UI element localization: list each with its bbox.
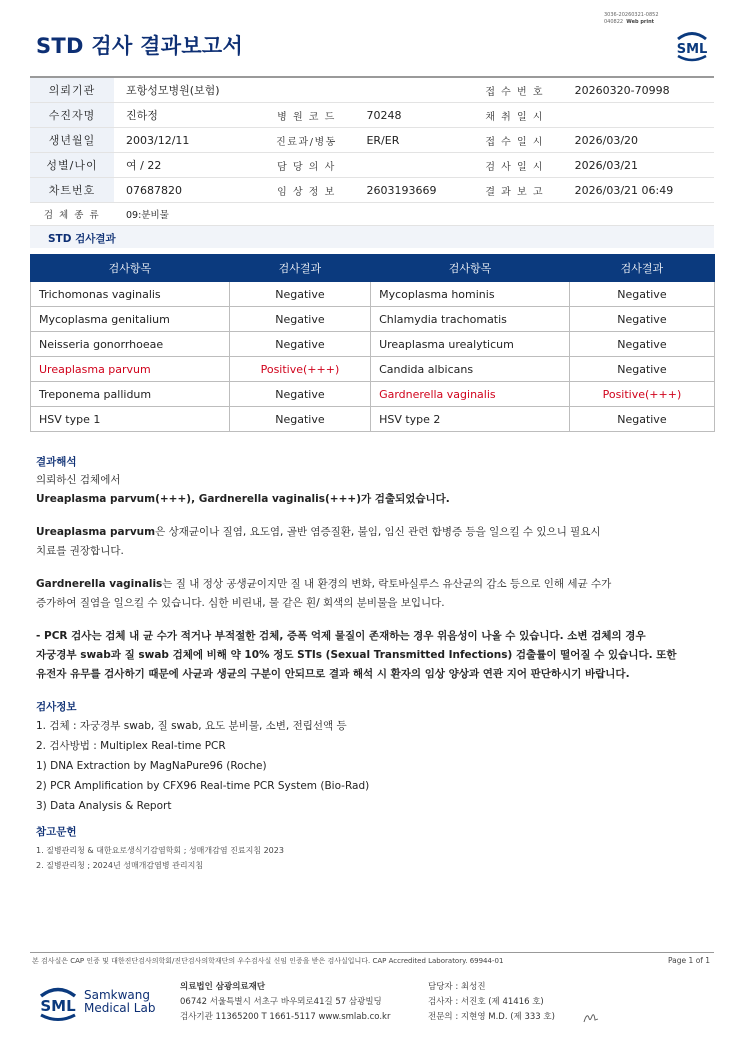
info-value: 진하정 — [114, 103, 258, 128]
references-list — [36, 843, 284, 873]
interp-p3-line3: 유전자 유무를 검사하기 때문에 사균과 생균의 구분이 안되므로 결과 해석 시 환자의 임상 양상과 연관 지어 판단하시기 바랍니다. — [36, 668, 630, 680]
info-label: 접 수 번 호 — [467, 77, 563, 103]
test-item-name: Ureaplasma parvum — [31, 357, 230, 382]
test-result: Negative — [569, 282, 714, 307]
test-item-name: HSV type 1 — [31, 407, 230, 432]
interp-p1-line2: 치료를 권장합니다. — [36, 545, 124, 557]
specimen-value: 09:분비물 — [114, 203, 714, 226]
test-result: Positive(+++) — [229, 357, 370, 382]
info-label: 성별/나이 — [30, 153, 114, 178]
accreditation-note: 본 검사실은 CAP 인증 및 대한진단검사의학회/진단검사의학재단의 우수검사실 신임 인증을 받은 검사실입니다. CAP Accredited Laboratory. 69944-01 — [32, 957, 504, 965]
interp-line2: Ureaplasma parvum(+++), Gardnerella vaginalis(+++)가 검출되었습니다. — [36, 493, 450, 505]
brand-line2: Medical Lab — [84, 1001, 156, 1015]
interp-p2-text: 는 질 내 정상 공생균이지만 질 내 환경의 변화, 락토바실루스 유산균의 감소 등으로 인해 세균 수가 — [162, 578, 612, 590]
document-id — [604, 12, 659, 26]
signature-icon — [582, 1010, 600, 1024]
reference-item: 1. 질병관리청 & 대한요로생식기감염학회 ; 성매개감염 진료지침 2023 — [36, 846, 284, 855]
interp-p3-line1: - PCR 검사는 검체 내 균 수가 적거나 부적절한 검체, 증폭 억제 물질이 존재하는 경우 위음성이 나올 수 있습니다. 소변 검체의 경우 — [36, 630, 646, 642]
test-item-name: Trichomonas vaginalis — [31, 282, 230, 307]
test-item-name: Gardnerella vaginalis — [371, 382, 570, 407]
org-address: 06742 서울특별시 서초구 바우뫼로41길 57 삼광빌딩 — [180, 997, 382, 1007]
test-info-line: 1. 검체 : 자궁경부 swab, 질 swab, 요도 분비물, 소변, 전립선액 등 — [36, 720, 347, 732]
result-row — [31, 407, 715, 432]
interp-p3-line2: 자궁경부 swab과 질 swab 검체에 비해 약 10% 정도 STIs (Sexual Transmitted Infections) 검출률이 떨어질 수 있습니다. 또한 — [36, 649, 677, 661]
result-row — [31, 357, 715, 382]
test-result: Negative — [229, 332, 370, 357]
staff-specialist: 전문의 : 지현영 M.D. (제 333 호) — [428, 1012, 555, 1022]
test-result: Negative — [569, 407, 714, 432]
col-header-item-2: 검사항목 — [371, 255, 570, 282]
staff-list — [428, 980, 555, 1025]
references-title: 참고문헌 — [36, 826, 77, 838]
info-value: 2026/03/20 — [563, 128, 714, 153]
info-value: 2026/03/21 — [563, 153, 714, 178]
result-row — [31, 382, 715, 407]
interpretation-text — [36, 471, 726, 684]
reference-item: 2. 질병관리청 ; 2024년 성매개감염병 관리지침 — [36, 861, 204, 870]
test-item-name: Neisseria gonorrhoeae — [31, 332, 230, 357]
results-table — [30, 254, 715, 432]
info-row — [30, 178, 714, 203]
result-row — [31, 332, 715, 357]
lab-contact-info — [180, 980, 390, 1025]
footer-divider — [30, 952, 714, 953]
info-value: 07687820 — [114, 178, 258, 203]
staff-manager: 담당자 : 최성진 — [428, 982, 486, 992]
col-header-result-2: 검사결과 — [569, 255, 714, 282]
test-info-line: 2. 검사방법 : Multiplex Real-time PCR — [36, 740, 226, 752]
test-result: Negative — [569, 357, 714, 382]
test-result: Negative — [229, 282, 370, 307]
sml-footer-logo-icon — [36, 982, 80, 1024]
interp-p2-line2: 증가하여 질염을 일으킬 수 있습니다. 심한 비린내, 물 같은 흰/ 회색의 분비물을 보입니다. — [36, 597, 445, 609]
info-value: 포항성모병원(보험) — [114, 77, 258, 103]
info-label: 의뢰기관 — [30, 77, 114, 103]
test-result: Negative — [229, 307, 370, 332]
page-number: Page 1 of 1 — [668, 956, 711, 965]
info-label: 차트번호 — [30, 178, 114, 203]
interp-p1-organism: Ureaplasma parvum — [36, 526, 156, 538]
test-result: Negative — [229, 382, 370, 407]
results-section-title: STD 검사결과 — [48, 233, 116, 245]
footer-logo-text: SML — [40, 997, 76, 1015]
info-label: 병 원 코 드 — [258, 103, 354, 128]
info-row — [30, 103, 714, 128]
test-item-name: Chlamydia trachomatis — [371, 307, 570, 332]
test-result: Negative — [569, 307, 714, 332]
test-info-line: 3) Data Analysis & Report — [36, 800, 172, 812]
info-value: 2603193669 — [354, 178, 466, 203]
info-label: 접 수 일 시 — [467, 128, 563, 153]
info-value — [354, 153, 466, 178]
specimen-label: 검 체 종 류 — [30, 203, 114, 226]
interp-p1-text: 은 상재균이나 질염, 요도염, 골반 염증질환, 불임, 임신 관련 합병증 등을 일으킬 수 있으니 필요시 — [155, 526, 601, 538]
info-value: 20260320-70998 — [563, 77, 714, 103]
web-print-label: Web print — [626, 19, 655, 25]
info-label: 결 과 보 고 — [467, 178, 563, 203]
info-label: 담 당 의 사 — [258, 153, 354, 178]
doc-code-line — [604, 19, 659, 26]
info-label: 수진자명 — [30, 103, 114, 128]
patient-info-table — [30, 76, 714, 226]
logo-text: SML — [676, 42, 708, 57]
brand-line1: Samkwang — [84, 988, 150, 1002]
info-label — [258, 77, 354, 103]
page-title: STD 검사 결과보고서 — [36, 34, 244, 58]
info-value — [563, 103, 714, 128]
test-result: Negative — [229, 407, 370, 432]
col-header-result-1: 검사결과 — [229, 255, 370, 282]
info-value: 2026/03/21 06:49 — [563, 178, 714, 203]
info-label: 채 취 일 시 — [467, 103, 563, 128]
interp-p1 — [36, 523, 726, 542]
info-row — [30, 77, 714, 103]
test-result: Positive(+++) — [569, 382, 714, 407]
info-row — [30, 128, 714, 153]
test-info-line: 1) DNA Extraction by MagNaPure96 (Roche) — [36, 760, 267, 772]
info-label: 진료과/병동 — [258, 128, 354, 153]
info-value: 70248 — [354, 103, 466, 128]
result-row — [31, 282, 715, 307]
test-info-title: 검사정보 — [36, 701, 77, 713]
test-item-name: Treponema pallidum — [31, 382, 230, 407]
interp-line1: 의뢰하신 검체에서 — [36, 474, 121, 486]
info-label: 임 상 정 보 — [258, 178, 354, 203]
test-result: Negative — [569, 332, 714, 357]
specimen-row — [30, 203, 714, 226]
test-item-name: HSV type 2 — [371, 407, 570, 432]
info-value: ER/ER — [354, 128, 466, 153]
org-contact: 검사기관 11365200 T 1661-5117 www.smlab.co.kr — [180, 1012, 391, 1022]
info-value: 여 / 22 — [114, 153, 258, 178]
interp-p2 — [36, 575, 726, 594]
lab-brand-name — [84, 989, 155, 1015]
test-item-name: Mycoplasma hominis — [371, 282, 570, 307]
sml-logo-icon — [672, 26, 712, 64]
interp-p2-organism: Gardnerella vaginalis — [36, 578, 163, 590]
info-row — [30, 153, 714, 178]
test-item-name: Candida albicans — [371, 357, 570, 382]
result-row — [31, 307, 715, 332]
doc-code: 040822 — [604, 19, 624, 25]
test-info-list — [36, 716, 369, 816]
info-label: 생년월일 — [30, 128, 114, 153]
test-item-name: Mycoplasma genitalium — [31, 307, 230, 332]
org-name: 의료법인 삼광의료재단 — [180, 982, 266, 992]
test-info-line: 2) PCR Amplification by CFX96 Real-time PCR System (Bio-Rad) — [36, 780, 370, 792]
info-value — [354, 77, 466, 103]
interpretation-title: 결과해석 — [36, 456, 77, 468]
results-section-band — [30, 226, 714, 248]
staff-tester: 검사자 : 서진호 (제 41416 호) — [428, 997, 544, 1007]
doc-id-number: 3036-20260321-0852 — [604, 12, 659, 18]
info-label: 검 사 일 시 — [467, 153, 563, 178]
test-item-name: Ureaplasma urealyticum — [371, 332, 570, 357]
info-value: 2003/12/11 — [114, 128, 258, 153]
col-header-item-1: 검사항목 — [31, 255, 230, 282]
